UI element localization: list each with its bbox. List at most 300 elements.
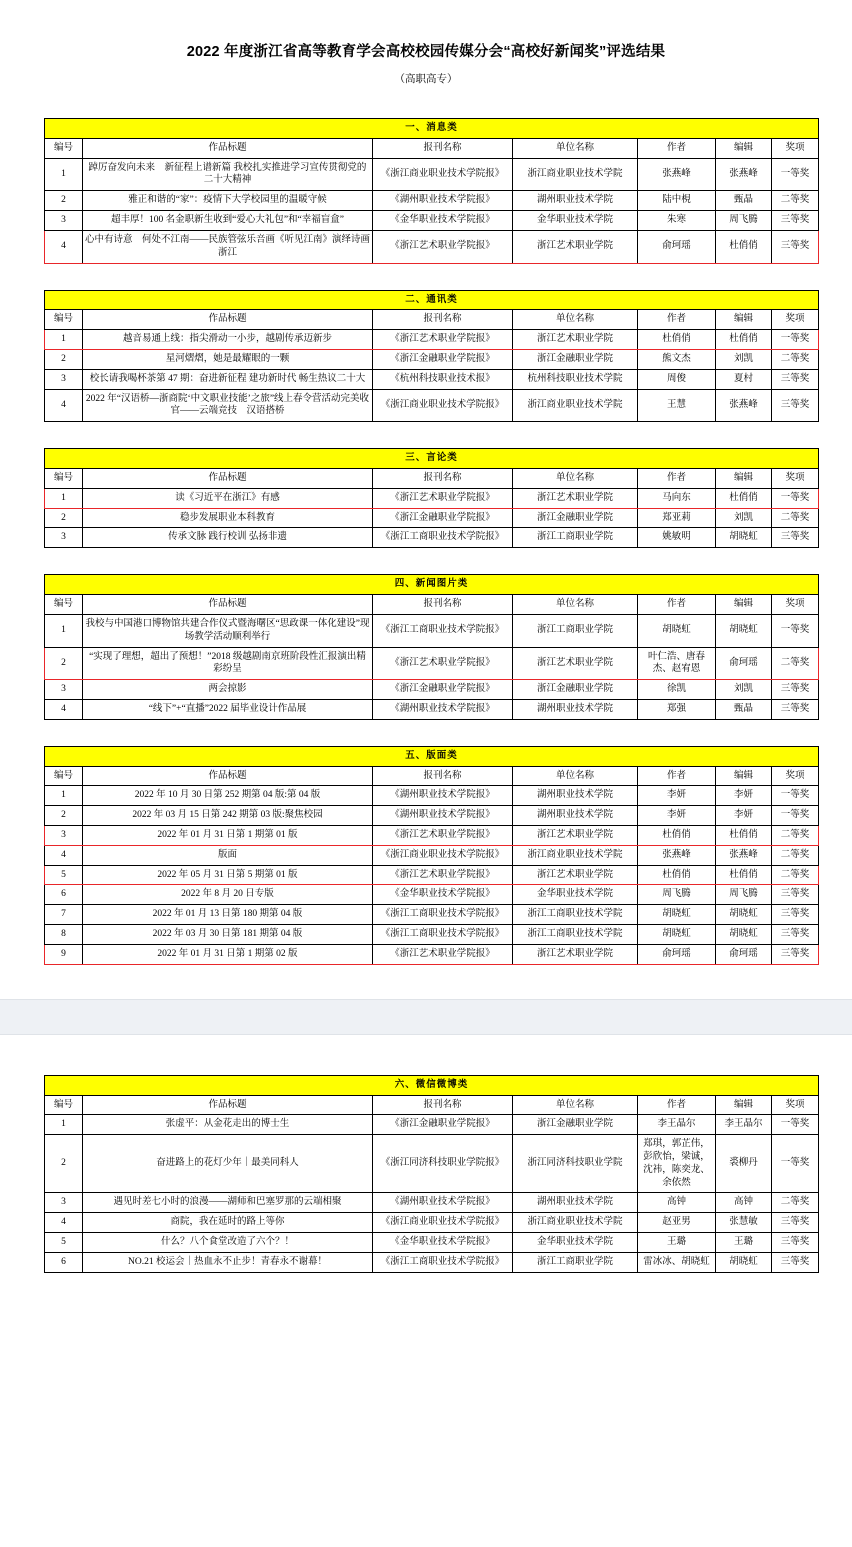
cell-editor: 杜俏俏 xyxy=(716,826,772,846)
section-5 xyxy=(44,746,808,965)
cell-author: 叶仁浩、唐春杰、赵宥恩 xyxy=(638,647,716,680)
column-header-title: 作品标题 xyxy=(83,469,373,489)
cell-paper: 《浙江艺术职业学院报》 xyxy=(373,647,513,680)
cell-title: 2022 年 8 月 20 日专版 xyxy=(83,885,373,905)
table-row xyxy=(45,528,819,548)
cell-author: 俞珂瑶 xyxy=(638,230,716,263)
table-row xyxy=(45,389,819,422)
cell-paper: 《浙江金融职业学院报》 xyxy=(373,349,513,369)
cell-unit: 浙江工商职业技术学院 xyxy=(513,905,638,925)
table-row xyxy=(45,647,819,680)
cell-title: 2022 年 03 月 15 日第 242 期第 03 版:聚焦校园 xyxy=(83,806,373,826)
cell-title: 2022 年 01 月 31 日第 1 期第 01 版 xyxy=(83,826,373,846)
column-header-unit: 单位名称 xyxy=(513,310,638,330)
cell-title: “实现了理想，超出了预想！”2018 级越剧南京班阶段性汇报演出精彩纷呈 xyxy=(83,647,373,680)
column-header-award: 奖项 xyxy=(772,138,819,158)
column-header-row xyxy=(45,310,819,330)
cell-title: NO.21 校运会｜热血永不止步！青春永不谢幕！ xyxy=(83,1252,373,1272)
table-row xyxy=(45,191,819,211)
cell-title: 遇见时差七小时的浪漫——湖师和巴塞罗那的云端相聚 xyxy=(83,1193,373,1213)
cell-editor: 俞珂瑶 xyxy=(716,944,772,964)
cell-no: 3 xyxy=(45,369,83,389)
cell-award: 二等奖 xyxy=(772,1193,819,1213)
column-header-editor: 编辑 xyxy=(716,310,772,330)
column-header-author: 作者 xyxy=(638,138,716,158)
table-row xyxy=(45,1135,819,1193)
table-row xyxy=(45,905,819,925)
cell-no: 2 xyxy=(45,647,83,680)
cell-no: 2 xyxy=(45,349,83,369)
table-row xyxy=(45,369,819,389)
cell-unit: 浙江工商职业学院 xyxy=(513,614,638,647)
column-header-row xyxy=(45,469,819,489)
cell-title: 超丰厚！100 名金职新生收到“爱心大礼包”和“幸福盲盒” xyxy=(83,211,373,231)
cell-unit: 浙江商业职业技术学院 xyxy=(513,1213,638,1233)
cell-award: 一等奖 xyxy=(772,1115,819,1135)
column-header-unit: 单位名称 xyxy=(513,595,638,615)
column-header-paper: 报刊名称 xyxy=(373,138,513,158)
cell-title: 2022 年 03 月 30 日第 181 期第 04 版 xyxy=(83,925,373,945)
cell-no: 8 xyxy=(45,925,83,945)
cell-award: 一等奖 xyxy=(772,488,819,508)
cell-editor: 杜俏俏 xyxy=(716,330,772,350)
table-row xyxy=(45,944,819,964)
cell-author: 杜俏俏 xyxy=(638,865,716,885)
column-header-paper: 报刊名称 xyxy=(373,1095,513,1115)
column-header-paper: 报刊名称 xyxy=(373,469,513,489)
table-row xyxy=(45,230,819,263)
cell-title: 我校与中国港口博物馆共建合作仪式暨海曙区“思政课一体化建设”现场教学活动顺利举行 xyxy=(83,614,373,647)
cell-award: 三等奖 xyxy=(772,230,819,263)
cell-paper: 《浙江金融职业学院报》 xyxy=(373,680,513,700)
cell-author: 郑亚莉 xyxy=(638,508,716,528)
cell-unit: 金华职业技术学院 xyxy=(513,1233,638,1253)
cell-award: 二等奖 xyxy=(772,191,819,211)
cell-editor: 胡晓虹 xyxy=(716,614,772,647)
cell-award: 二等奖 xyxy=(772,349,819,369)
section-heading: 二、通讯类 xyxy=(45,290,819,310)
cell-author: 郑琪，郭芷伟，彭欣怡，梁诚，沈祎，陈奕龙、余依然 xyxy=(638,1135,716,1193)
table-row xyxy=(45,211,819,231)
cell-no: 4 xyxy=(45,1213,83,1233)
column-header-title: 作品标题 xyxy=(83,766,373,786)
column-header-editor: 编辑 xyxy=(716,138,772,158)
column-header-paper: 报刊名称 xyxy=(373,310,513,330)
cell-unit: 湖州职业技术学院 xyxy=(513,806,638,826)
column-header-award: 奖项 xyxy=(772,310,819,330)
cell-no: 4 xyxy=(45,699,83,719)
cell-author: 俞珂瑶 xyxy=(638,944,716,964)
cell-no: 4 xyxy=(45,389,83,422)
cell-unit: 浙江工商职业学院 xyxy=(513,1252,638,1272)
section-heading: 四、新闻图片类 xyxy=(45,575,819,595)
cell-editor: 张慧敏 xyxy=(716,1213,772,1233)
cell-no: 2 xyxy=(45,191,83,211)
section-heading-row xyxy=(45,575,819,595)
cell-editor: 杜俏俏 xyxy=(716,865,772,885)
column-header-row xyxy=(45,766,819,786)
cell-paper: 《浙江商业职业技术学院报》 xyxy=(373,845,513,865)
cell-award: 二等奖 xyxy=(772,845,819,865)
table-row xyxy=(45,488,819,508)
cell-unit: 湖州职业技术学院 xyxy=(513,191,638,211)
cell-author: 赵亚男 xyxy=(638,1213,716,1233)
cell-editor: 杜俏俏 xyxy=(716,488,772,508)
cell-award: 三等奖 xyxy=(772,1233,819,1253)
section-6 xyxy=(44,1075,808,1273)
cell-title: 踔厉奋发向未来 新征程上谱新篇 我校扎实推进学习宣传贯彻党的二十大精神 xyxy=(83,158,373,191)
table-row xyxy=(45,158,819,191)
cell-author: 李妍 xyxy=(638,786,716,806)
cell-unit: 浙江同济科技职业学院 xyxy=(513,1135,638,1193)
column-header-author: 作者 xyxy=(638,766,716,786)
cell-title: 越音易通上线：指尖滑动一小步，越剧传承迈新步 xyxy=(83,330,373,350)
cell-editor: 张燕峰 xyxy=(716,158,772,191)
cell-title: 2022 年 05 月 31 日第 5 期第 01 版 xyxy=(83,865,373,885)
cell-author: 周俊 xyxy=(638,369,716,389)
cell-unit: 浙江艺术职业学院 xyxy=(513,647,638,680)
cell-award: 三等奖 xyxy=(772,905,819,925)
cell-no: 2 xyxy=(45,806,83,826)
cell-paper: 《湖州职业技术学院报》 xyxy=(373,806,513,826)
table-row xyxy=(45,349,819,369)
cell-paper: 《浙江商业职业技术学院报》 xyxy=(373,389,513,422)
column-header-no: 编号 xyxy=(45,138,83,158)
cell-no: 7 xyxy=(45,905,83,925)
cell-editor: 甄晶 xyxy=(716,191,772,211)
cell-no: 4 xyxy=(45,845,83,865)
table-row xyxy=(45,699,819,719)
cell-author: 李妍 xyxy=(638,806,716,826)
cell-paper: 《湖州职业技术学院报》 xyxy=(373,191,513,211)
cell-no: 1 xyxy=(45,1115,83,1135)
cell-paper: 《浙江工商职业技术学院报》 xyxy=(373,925,513,945)
cell-paper: 《浙江商业职业技术学院报》 xyxy=(373,158,513,191)
cell-author: 徐凯 xyxy=(638,680,716,700)
table-row xyxy=(45,806,819,826)
cell-paper: 《湖州职业技术学院报》 xyxy=(373,786,513,806)
column-header-editor: 编辑 xyxy=(716,1095,772,1115)
page-subtitle: （高职高专） xyxy=(394,74,458,85)
cell-editor: 周飞腾 xyxy=(716,885,772,905)
cell-no: 5 xyxy=(45,865,83,885)
column-header-editor: 编辑 xyxy=(716,766,772,786)
cell-paper: 《浙江艺术职业学院报》 xyxy=(373,330,513,350)
cell-paper: 《金华职业技术学院报》 xyxy=(373,885,513,905)
section-heading-row xyxy=(45,119,819,139)
table-row xyxy=(45,508,819,528)
cell-paper: 《湖州职业技术学院报》 xyxy=(373,1193,513,1213)
table-row xyxy=(45,1233,819,1253)
cell-editor: 胡晓虹 xyxy=(716,1252,772,1272)
cell-no: 1 xyxy=(45,330,83,350)
cell-unit: 浙江艺术职业学院 xyxy=(513,488,638,508)
column-header-author: 作者 xyxy=(638,310,716,330)
page-break-gap xyxy=(0,999,852,1035)
results-table xyxy=(44,290,819,423)
section-heading-row xyxy=(45,746,819,766)
cell-award: 三等奖 xyxy=(772,885,819,905)
table-row xyxy=(45,680,819,700)
cell-title: 传承文脉 践行校训 弘扬非遗 xyxy=(83,528,373,548)
cell-unit: 浙江金融职业学院 xyxy=(513,1115,638,1135)
cell-paper: 《杭州科技职业技术报》 xyxy=(373,369,513,389)
cell-author: 朱寒 xyxy=(638,211,716,231)
cell-author: 杜俏俏 xyxy=(638,826,716,846)
cell-no: 3 xyxy=(45,1193,83,1213)
cell-editor: 俞珂瑶 xyxy=(716,647,772,680)
cell-award: 三等奖 xyxy=(772,528,819,548)
cell-no: 6 xyxy=(45,1252,83,1272)
cell-unit: 浙江艺术职业学院 xyxy=(513,330,638,350)
table-row xyxy=(45,845,819,865)
section-3 xyxy=(44,448,808,548)
table-row xyxy=(45,786,819,806)
cell-paper: 《湖州职业技术学院报》 xyxy=(373,699,513,719)
cell-title: 张虚平：从金花走出的博士生 xyxy=(83,1115,373,1135)
cell-title: 星河熠熠，她是最耀眼的一颗 xyxy=(83,349,373,369)
cell-no: 3 xyxy=(45,826,83,846)
results-table xyxy=(44,1075,819,1273)
cell-author: 陆中梘 xyxy=(638,191,716,211)
cell-author: 张燕峰 xyxy=(638,845,716,865)
column-header-no: 编号 xyxy=(45,1095,83,1115)
cell-editor: 周飞腾 xyxy=(716,211,772,231)
section-heading-row xyxy=(45,290,819,310)
column-header-paper: 报刊名称 xyxy=(373,595,513,615)
cell-author: 郑强 xyxy=(638,699,716,719)
cell-no: 3 xyxy=(45,211,83,231)
cell-author: 王璐 xyxy=(638,1233,716,1253)
cell-unit: 湖州职业技术学院 xyxy=(513,1193,638,1213)
cell-award: 一等奖 xyxy=(772,158,819,191)
table-row xyxy=(45,1193,819,1213)
column-header-title: 作品标题 xyxy=(83,1095,373,1115)
cell-editor: 裘柳丹 xyxy=(716,1135,772,1193)
cell-paper: 《浙江艺术职业学院报》 xyxy=(373,826,513,846)
cell-editor: 胡晓虹 xyxy=(716,528,772,548)
table-row xyxy=(45,1213,819,1233)
cell-no: 1 xyxy=(45,786,83,806)
cell-title: 校长请我喝杯茶第 47 期：奋进新征程 建功新时代 畅生热议二十大 xyxy=(83,369,373,389)
page-title: 2022 年度浙江省高等教育学会高校校园传媒分会“高校好新闻奖”评选结果 xyxy=(186,44,666,60)
cell-author: 马向东 xyxy=(638,488,716,508)
section-1 xyxy=(44,118,808,264)
cell-title: 2022 年 01 月 31 日第 1 期第 02 版 xyxy=(83,944,373,964)
cell-author: 雷冰冰、胡晓虹 xyxy=(638,1252,716,1272)
section-2 xyxy=(44,290,808,423)
cell-unit: 浙江艺术职业学院 xyxy=(513,230,638,263)
section-heading: 五、版面类 xyxy=(45,746,819,766)
cell-award: 二等奖 xyxy=(772,647,819,680)
cell-unit: 浙江商业职业技术学院 xyxy=(513,158,638,191)
column-header-unit: 单位名称 xyxy=(513,469,638,489)
cell-award: 三等奖 xyxy=(772,211,819,231)
section-heading: 一、消息类 xyxy=(45,119,819,139)
cell-title: 什么？八个食堂改造了六个？！ xyxy=(83,1233,373,1253)
table-row xyxy=(45,925,819,945)
cell-author: 胡晓虹 xyxy=(638,905,716,925)
results-table xyxy=(44,448,819,548)
cell-editor: 张燕峰 xyxy=(716,389,772,422)
column-header-award: 奖项 xyxy=(772,1095,819,1115)
cell-award: 一等奖 xyxy=(772,1135,819,1193)
results-table xyxy=(44,118,819,264)
cell-no: 6 xyxy=(45,885,83,905)
cell-unit: 杭州科技职业技术学院 xyxy=(513,369,638,389)
cell-editor: 李王晶尔 xyxy=(716,1115,772,1135)
column-header-row xyxy=(45,595,819,615)
cell-unit: 浙江工商职业学院 xyxy=(513,528,638,548)
cell-no: 3 xyxy=(45,528,83,548)
column-header-title: 作品标题 xyxy=(83,310,373,330)
cell-paper: 《浙江艺术职业学院报》 xyxy=(373,865,513,885)
cell-paper: 《浙江艺术职业学院报》 xyxy=(373,488,513,508)
column-header-row xyxy=(45,1095,819,1115)
cell-author: 张燕峰 xyxy=(638,158,716,191)
cell-editor: 胡晓虹 xyxy=(716,925,772,945)
section-heading-row xyxy=(45,1075,819,1095)
cell-title: 奋进路上的花灯少年｜最美同科人 xyxy=(83,1135,373,1193)
column-header-unit: 单位名称 xyxy=(513,138,638,158)
cell-unit: 浙江工商职业技术学院 xyxy=(513,925,638,945)
cell-editor: 张燕峰 xyxy=(716,845,772,865)
section-heading: 六、微信微博类 xyxy=(45,1075,819,1095)
cell-author: 周飞腾 xyxy=(638,885,716,905)
cell-unit: 浙江金融职业学院 xyxy=(513,349,638,369)
column-header-unit: 单位名称 xyxy=(513,766,638,786)
cell-award: 三等奖 xyxy=(772,1213,819,1233)
sections-container xyxy=(0,118,852,1273)
section-heading-row xyxy=(45,449,819,469)
cell-editor: 甄晶 xyxy=(716,699,772,719)
column-header-title: 作品标题 xyxy=(83,595,373,615)
column-header-award: 奖项 xyxy=(772,469,819,489)
cell-no: 2 xyxy=(45,508,83,528)
cell-award: 二等奖 xyxy=(772,508,819,528)
cell-no: 9 xyxy=(45,944,83,964)
cell-unit: 浙江商业职业技术学院 xyxy=(513,845,638,865)
cell-no: 4 xyxy=(45,230,83,263)
cell-author: 杜俏俏 xyxy=(638,330,716,350)
cell-award: 一等奖 xyxy=(772,330,819,350)
table-row xyxy=(45,826,819,846)
cell-author: 王慧 xyxy=(638,389,716,422)
cell-editor: 高钟 xyxy=(716,1193,772,1213)
cell-paper: 《浙江工商职业技术学院报》 xyxy=(373,614,513,647)
cell-paper: 《浙江金融职业学院报》 xyxy=(373,1115,513,1135)
cell-paper: 《浙江金融职业学院报》 xyxy=(373,508,513,528)
cell-award: 三等奖 xyxy=(772,1252,819,1272)
column-header-award: 奖项 xyxy=(772,595,819,615)
column-header-title: 作品标题 xyxy=(83,138,373,158)
table-row xyxy=(45,614,819,647)
cell-unit: 浙江艺术职业学院 xyxy=(513,865,638,885)
cell-author: 李王晶尔 xyxy=(638,1115,716,1135)
cell-award: 二等奖 xyxy=(772,826,819,846)
cell-author: 姚敏明 xyxy=(638,528,716,548)
cell-paper: 《浙江工商职业技术学院报》 xyxy=(373,1252,513,1272)
column-header-unit: 单位名称 xyxy=(513,1095,638,1115)
results-table xyxy=(44,574,819,720)
cell-author: 胡晓虹 xyxy=(638,925,716,945)
column-header-no: 编号 xyxy=(45,469,83,489)
cell-paper: 《金华职业技术学院报》 xyxy=(373,211,513,231)
cell-unit: 湖州职业技术学院 xyxy=(513,699,638,719)
cell-no: 1 xyxy=(45,158,83,191)
column-header-no: 编号 xyxy=(45,310,83,330)
section-4 xyxy=(44,574,808,720)
column-header-author: 作者 xyxy=(638,595,716,615)
cell-unit: 金华职业技术学院 xyxy=(513,211,638,231)
column-header-editor: 编辑 xyxy=(716,595,772,615)
cell-no: 1 xyxy=(45,488,83,508)
cell-title: 版面 xyxy=(83,845,373,865)
cell-award: 二等奖 xyxy=(772,865,819,885)
cell-author: 熊文杰 xyxy=(638,349,716,369)
cell-title: 2022 年 10 月 30 日第 252 期第 04 版:第 04 版 xyxy=(83,786,373,806)
cell-no: 3 xyxy=(45,680,83,700)
column-header-row xyxy=(45,138,819,158)
cell-title: 两会掠影 xyxy=(83,680,373,700)
cell-paper: 《浙江商业职业技术学院报》 xyxy=(373,1213,513,1233)
column-header-paper: 报刊名称 xyxy=(373,766,513,786)
cell-editor: 李妍 xyxy=(716,806,772,826)
cell-editor: 李妍 xyxy=(716,786,772,806)
cell-editor: 王璐 xyxy=(716,1233,772,1253)
cell-author: 高钟 xyxy=(638,1193,716,1213)
results-table xyxy=(44,746,819,965)
table-row xyxy=(45,885,819,905)
cell-unit: 浙江商业职业技术学院 xyxy=(513,389,638,422)
cell-editor: 杜俏俏 xyxy=(716,230,772,263)
cell-award: 三等奖 xyxy=(772,680,819,700)
cell-title: 读《习近平在浙江》有感 xyxy=(83,488,373,508)
column-header-author: 作者 xyxy=(638,1095,716,1115)
cell-editor: 刘凯 xyxy=(716,349,772,369)
cell-author: 胡晓虹 xyxy=(638,614,716,647)
cell-title: “线下”+“直播”2022 届毕业设计作品展 xyxy=(83,699,373,719)
cell-editor: 刘凯 xyxy=(716,680,772,700)
column-header-author: 作者 xyxy=(638,469,716,489)
cell-editor: 刘凯 xyxy=(716,508,772,528)
cell-paper: 《浙江艺术职业学院报》 xyxy=(373,944,513,964)
table-row xyxy=(45,1115,819,1135)
cell-award: 三等奖 xyxy=(772,925,819,945)
cell-editor: 夏村 xyxy=(716,369,772,389)
cell-paper: 《金华职业技术学院报》 xyxy=(373,1233,513,1253)
cell-paper: 《浙江工商职业技术学院报》 xyxy=(373,905,513,925)
cell-unit: 浙江艺术职业学院 xyxy=(513,944,638,964)
cell-title: 2022 年 01 月 13 日第 180 期第 04 版 xyxy=(83,905,373,925)
cell-award: 一等奖 xyxy=(772,614,819,647)
cell-award: 三等奖 xyxy=(772,699,819,719)
cell-unit: 湖州职业技术学院 xyxy=(513,786,638,806)
cell-award: 一等奖 xyxy=(772,806,819,826)
section-heading: 三、言论类 xyxy=(45,449,819,469)
cell-no: 2 xyxy=(45,1135,83,1193)
cell-unit: 浙江艺术职业学院 xyxy=(513,826,638,846)
cell-unit: 浙江金融职业学院 xyxy=(513,508,638,528)
cell-no: 1 xyxy=(45,614,83,647)
cell-award: 三等奖 xyxy=(772,369,819,389)
cell-award: 三等奖 xyxy=(772,944,819,964)
cell-paper: 《浙江工商职业技术学院报》 xyxy=(373,528,513,548)
cell-title: 稳步发展职业本科教育 xyxy=(83,508,373,528)
cell-title: 心中有诗意 何处不江南——民族管弦乐咅画《听见江南》演绎诗画浙江 xyxy=(83,230,373,263)
cell-award: 三等奖 xyxy=(772,389,819,422)
cell-title: 商院，我在延时的路上等你 xyxy=(83,1213,373,1233)
